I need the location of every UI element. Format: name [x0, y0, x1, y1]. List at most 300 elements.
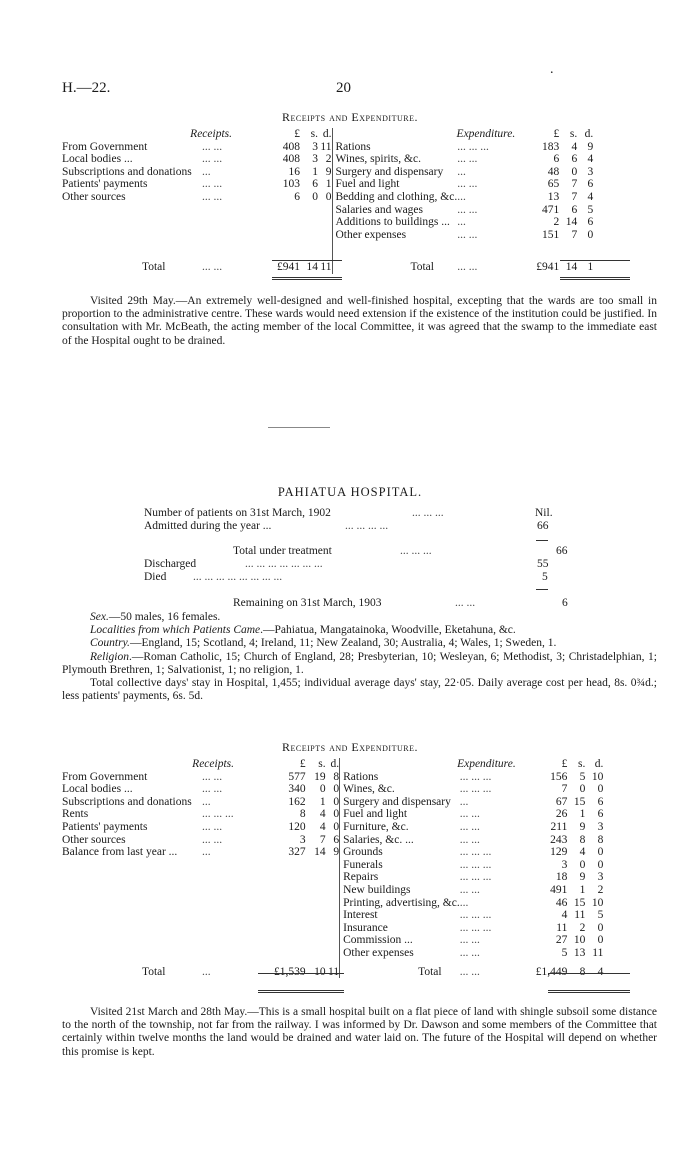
- stat-dash-1: [536, 540, 548, 541]
- expenditure-label: Wines, &c.: [340, 783, 460, 796]
- currency-head-shillings: s.: [318, 758, 326, 770]
- expenditure-pounds: 13: [547, 190, 560, 203]
- stat-admitted-value: 66: [537, 520, 549, 532]
- receipts-total-dots: ... ...: [202, 261, 223, 274]
- sex-head: Sex.: [90, 611, 109, 623]
- empty-cell: [306, 884, 326, 897]
- expenditure-label: Insurance: [340, 922, 460, 935]
- empty-cell: [274, 884, 306, 897]
- religion-line: [62, 651, 657, 677]
- receipt-dots: ... ...: [202, 140, 223, 153]
- expenditure-pounds: 6: [553, 153, 560, 166]
- receipt-dots: ... ...: [202, 770, 223, 783]
- expenditure-shillings: 14: [565, 216, 578, 229]
- receipt-pounds: 327: [288, 846, 306, 859]
- expenditure-pence: 6: [587, 216, 594, 229]
- empty-cell: [202, 897, 274, 910]
- empty-cell: [274, 934, 306, 947]
- receipt-pounds: 3: [299, 833, 306, 846]
- receipt-shillings: 1: [312, 165, 318, 178]
- receipt-label: Patients' payments: [62, 820, 148, 833]
- expenditure-shillings: 1: [579, 808, 586, 821]
- empty-cell: [62, 897, 202, 910]
- receipts-expenditure-title-2: Receipts and Expenditure.: [282, 740, 418, 754]
- expenditure-dots: ...: [459, 896, 469, 909]
- empty-cell: [62, 871, 202, 884]
- receipt-dots: ... ...: [202, 783, 223, 796]
- expenditure-pence: 0: [597, 783, 604, 796]
- sex-line: [62, 611, 657, 624]
- stat-patients-value: Nil.: [535, 507, 553, 519]
- expenditure-pence: 4: [587, 190, 594, 203]
- receipt-dots: ... ... ...: [202, 808, 234, 821]
- receipt-pounds: 103: [282, 178, 300, 191]
- hospital-title: PAHIATUA HOSPITAL.: [277, 485, 423, 499]
- empty-cell: [202, 859, 274, 872]
- receipt-dots: ... ...: [202, 178, 223, 191]
- receipts-total-pence: 11: [328, 965, 340, 978]
- expenditure-pence: 6: [597, 808, 604, 821]
- table-row: [62, 871, 603, 884]
- receipts-heading: Receipts.: [192, 758, 234, 770]
- currency-head-pounds: £: [299, 758, 306, 770]
- expenditure-dots: ... ... ...: [459, 846, 492, 859]
- table-row: [62, 834, 603, 847]
- empty-cell: [202, 884, 274, 897]
- expenditure-dots: ... ...: [459, 820, 480, 833]
- empty-cell: [274, 871, 306, 884]
- empty-cell: [326, 947, 340, 960]
- expenditure-dots: ... ... ...: [459, 858, 492, 871]
- empty-cell: [326, 859, 340, 872]
- receipt-pounds: 162: [288, 795, 306, 808]
- receipts-total-shillings: 14: [306, 261, 318, 274]
- receipts-total-pence: 11: [320, 261, 332, 274]
- empty-cell: [274, 859, 306, 872]
- expenditure-pence: 0: [597, 921, 604, 934]
- expenditure-pence: 10: [591, 770, 604, 783]
- receipt-pence: 6: [333, 833, 340, 846]
- empty-cell: [202, 922, 274, 935]
- expenditure-heading: Expenditure.: [332, 128, 535, 141]
- receipt-label: Rents: [62, 808, 89, 821]
- expenditure-label: Other expenses: [332, 229, 457, 242]
- empty-cell: [326, 897, 340, 910]
- empty-cell: [274, 947, 306, 960]
- expenditure-dots: ... ... ...: [459, 783, 492, 796]
- empty-cell: [306, 947, 326, 960]
- receipt-shillings: 7: [319, 833, 326, 846]
- expenditure-pence: 9: [587, 140, 594, 153]
- receipt-pounds: 8: [299, 808, 306, 821]
- receipt-pence: 0: [333, 795, 340, 808]
- stat-remaining-label: Remaining on 31st March, 1903: [233, 597, 382, 609]
- expenditure-pence: 0: [597, 846, 604, 859]
- receipt-shillings: 4: [319, 808, 326, 821]
- totals-row: [62, 966, 603, 979]
- financial-table-2: [62, 758, 603, 978]
- table-row: [62, 796, 603, 809]
- receipt-shillings: 14: [314, 846, 326, 859]
- expenditure-dots: ...: [457, 216, 466, 229]
- empty-cell: [326, 871, 340, 884]
- empty-cell: [306, 859, 326, 872]
- stat-admitted-dots: ... ... ... ...: [345, 520, 389, 532]
- expenditure-shillings: 13: [573, 946, 586, 959]
- expenditure-pence: 0: [597, 934, 604, 947]
- expenditure-pounds: 26: [555, 808, 568, 821]
- expenditure-pence: 11: [592, 946, 604, 959]
- expenditure-pounds: 5: [561, 946, 568, 959]
- expenditure-shillings: 9: [579, 871, 586, 884]
- expenditure-shillings: 15: [573, 795, 586, 808]
- empty-cell: [306, 934, 326, 947]
- receipt-pence: 11: [320, 140, 332, 153]
- empty-cell: [62, 922, 202, 935]
- margin-dot: .: [550, 62, 554, 77]
- expenditure-shillings: 7: [571, 178, 578, 191]
- expenditure-label: Wines, spirits, &c.: [332, 153, 457, 166]
- expenditure-pounds: 151: [541, 228, 560, 241]
- stat-admitted-label: Admitted during the year ...: [144, 520, 272, 532]
- religion-head: Religion: [90, 650, 129, 663]
- expenditure-total-label: Total: [340, 966, 460, 979]
- expenditure-label: Fuel and light: [340, 808, 460, 821]
- currency-head-pence: d.: [330, 758, 340, 770]
- expenditure-pounds: 11: [556, 921, 568, 934]
- table-row: [62, 884, 603, 897]
- stat-patients-dots: ... ... ...: [412, 507, 444, 519]
- table-row: [62, 859, 603, 872]
- expenditure-pence: 6: [597, 795, 604, 808]
- expenditure-total-double-rule-2: [548, 990, 630, 993]
- receipt-pounds: 408: [282, 140, 300, 153]
- table-row: [62, 821, 603, 834]
- empty-cell: [274, 897, 306, 910]
- expenditure-shillings: 11: [574, 909, 586, 922]
- expenditure-pounds: 46: [555, 896, 568, 909]
- visit-text-2: Visited 21st March and 28th May.—This is a small hospital built on a flat piece of land with shingle subsoil some distance to the north of the township, not far from the railway. I was informed by Dr. Dawson and some members of the Committee that certainly within twelve months the land would be drained and water laid on. The future of the Hospital will depend on whether this promise is kept.: [62, 1006, 657, 1058]
- expenditure-label: New buildings: [340, 884, 460, 897]
- expenditure-pounds: 27: [555, 934, 568, 947]
- empty-cell: [306, 922, 326, 935]
- receipt-shillings: 19: [314, 770, 326, 783]
- localities-line: [62, 624, 657, 637]
- table-row: [62, 808, 603, 821]
- expenditure-total-shillings: 8: [579, 965, 586, 978]
- expenditure-label: Surgery and dispensary: [340, 796, 460, 809]
- expenditure-dots: ... ...: [457, 178, 478, 191]
- stat-dash-2: [536, 589, 548, 590]
- expenditure-dots: ...: [457, 165, 466, 178]
- table-heading-row: [62, 758, 603, 771]
- receipt-label: Other sources: [62, 190, 126, 203]
- visit-paragraph-2: [62, 1006, 657, 1059]
- stat-total-value: 66: [556, 545, 568, 557]
- expenditure-dots: ... ... ...: [459, 770, 492, 783]
- expenditure-total-pence: 4: [597, 965, 604, 978]
- expenditure-label: Other expenses: [340, 947, 460, 960]
- stat-patients-label: Number of patients on 31st March, 1902: [144, 507, 331, 519]
- receipt-dots: ... ...: [202, 190, 223, 203]
- empty-cell: [326, 884, 340, 897]
- visit-text-1: Visited 29th May.—An extremely well-designed and well-finished hospital, excepting that the wards are too small in proportion to the administrative centre. These wards would need extension if the existence of the institution could be justified. In consultation with Mr. McBeath, the acting member of the local Committee, it was agreed that the swamp to the immediate east of the Hospital ought to be drained.: [62, 295, 657, 347]
- expenditure-total-pounds: £941: [536, 261, 560, 274]
- expenditure-label: Salaries, &c. ...: [340, 834, 460, 847]
- expenditure-pence: 4: [587, 153, 594, 166]
- table-row: [62, 783, 603, 796]
- receipt-shillings: 3: [312, 140, 318, 153]
- currency-head-shillings: s.: [569, 128, 578, 140]
- empty-cell: [306, 871, 326, 884]
- expenditure-label: Salaries and wages: [332, 204, 457, 217]
- expenditure-label: Furniture, &c.: [340, 821, 460, 834]
- stat-discharged-dots: ... ... ... ... ... ... ...: [245, 558, 323, 570]
- stat-died-label: Died: [144, 571, 167, 583]
- receipt-label: Balance from last year ...: [62, 846, 178, 859]
- expenditure-pounds: 243: [550, 833, 568, 846]
- receipts-total-double-rule-2: [258, 990, 344, 993]
- receipt-label: Patients' payments: [62, 178, 148, 191]
- expenditure-shillings: 6: [571, 153, 578, 166]
- receipts-total-pounds: £941: [277, 261, 300, 274]
- receipts-total-label: Total: [142, 261, 166, 274]
- receipts-total-pounds: £1,539: [274, 965, 306, 978]
- table-row: [62, 947, 603, 960]
- receipt-pence: 0: [333, 808, 340, 821]
- receipts-total-dots: ...: [202, 965, 211, 978]
- receipt-pounds: 6: [294, 190, 300, 203]
- empty-cell: [202, 947, 274, 960]
- expenditure-pounds: 4: [561, 909, 568, 922]
- expenditure-pence: 3: [597, 820, 604, 833]
- currency-head-pence: d.: [594, 758, 604, 770]
- receipt-label: Subscriptions and donations: [62, 165, 192, 178]
- expenditure-shillings: 0: [579, 858, 586, 871]
- receipt-pence: 0: [333, 820, 340, 833]
- expenditure-total-rule-2: [548, 973, 630, 974]
- expenditure-dots: ... ... ...: [459, 871, 492, 884]
- expenditure-pounds: 48: [547, 165, 560, 178]
- sex-text: —50 males, 16 females.: [108, 611, 221, 623]
- expenditure-total-pence: 1: [587, 261, 594, 274]
- receipt-pounds: 340: [288, 783, 306, 796]
- receipt-label: From Government: [62, 140, 148, 153]
- receipt-shillings: 3: [312, 153, 318, 166]
- expenditure-heading: Expenditure.: [340, 758, 536, 771]
- receipt-dots: ...: [202, 795, 211, 808]
- receipt-pence: 1: [325, 178, 332, 191]
- expenditure-label: Additions to buildings ...: [332, 216, 457, 229]
- expenditure-shillings: 4: [571, 140, 578, 153]
- expenditure-label: Bedding and clothing, &c.: [332, 191, 457, 204]
- expenditure-pence: 10: [591, 896, 604, 909]
- expenditure-dots: ... ...: [457, 203, 478, 216]
- expenditure-total-shillings: 14: [565, 261, 578, 274]
- localities-head: Localities from which Patients Came: [90, 624, 261, 637]
- expenditure-label: Rations: [340, 771, 460, 784]
- expenditure-label: Fuel and light: [332, 178, 457, 191]
- stat-remaining-dots: ... ...: [455, 597, 476, 609]
- receipt-shillings: 1: [319, 795, 326, 808]
- expenditure-dots: ... ...: [457, 228, 478, 241]
- receipt-pence: 9: [325, 165, 332, 178]
- expenditure-total-pounds: £1,449: [535, 965, 568, 978]
- receipt-shillings: 6: [312, 178, 318, 191]
- table-row: [62, 934, 603, 947]
- empty-cell: [202, 909, 274, 922]
- expenditure-pounds: 491: [550, 883, 568, 896]
- expenditure-pounds: 183: [541, 140, 560, 153]
- receipts-expenditure-title-1: Receipts and Expenditure.: [282, 110, 418, 124]
- demographics-text: [62, 611, 657, 703]
- expenditure-label: Repairs: [340, 871, 460, 884]
- receipt-pence: 2: [325, 153, 332, 166]
- receipt-dots: ... ...: [202, 833, 223, 846]
- empty-cell: [326, 934, 340, 947]
- expenditure-pence: 0: [587, 228, 594, 241]
- expenditure-shillings: 10: [573, 934, 586, 947]
- expenditure-total-label: Total: [332, 261, 457, 274]
- expenditure-dots: ... ...: [459, 934, 480, 947]
- expenditure-shillings: 0: [571, 165, 578, 178]
- country-head: Country.: [90, 637, 130, 650]
- empty-cell: [62, 934, 202, 947]
- expenditure-label: Funerals: [340, 859, 460, 872]
- expenditure-dots: ... ...: [459, 946, 480, 959]
- table-row: [62, 897, 603, 910]
- expenditure-dots: ... ... ...: [459, 921, 492, 934]
- empty-cell: [62, 909, 202, 922]
- expenditure-label: Surgery and dispensary: [332, 166, 457, 179]
- expenditure-shillings: 7: [571, 228, 578, 241]
- stat-died-dots: ... ... ... ... ... ... ... ...: [193, 571, 283, 583]
- expenditure-pence: 6: [587, 178, 594, 191]
- receipts-total-shillings: 10: [314, 965, 326, 978]
- country-line: [62, 637, 657, 650]
- table-row: [62, 771, 603, 784]
- receipts-total-label: Total: [142, 965, 166, 978]
- empty-cell: [274, 909, 306, 922]
- expenditure-shillings: 1: [579, 883, 586, 896]
- receipt-pence: 0: [325, 190, 332, 203]
- receipts-heading: Receipts.: [190, 128, 232, 140]
- country-text: —England, 15; Scotland, 4; Ireland, 11; New Zealand, 30; Australia, 4; Wales, 1; Sweden, 1.: [129, 637, 557, 650]
- expenditure-pounds: 211: [550, 820, 568, 833]
- currency-head-pounds: £: [561, 758, 568, 770]
- expenditure-pence: 5: [597, 909, 604, 922]
- receipt-dots: ... ...: [202, 820, 223, 833]
- expenditure-label: Rations: [332, 141, 457, 154]
- expenditure-pounds: 156: [550, 770, 568, 783]
- empty-cell: [306, 909, 326, 922]
- receipt-shillings: 0: [312, 190, 318, 203]
- receipt-label: Local bodies ...: [62, 783, 133, 796]
- expenditure-shillings: 2: [579, 921, 586, 934]
- page-number: 20: [336, 80, 351, 96]
- receipt-shillings: 0: [319, 783, 326, 796]
- stat-remaining-value: 6: [562, 597, 568, 609]
- stat-total-label: Total under treatment: [233, 545, 332, 557]
- religion-text: .—Roman Catholic, 15; Church of England, 28; Presbyterian, 10; Wesleyan, 6; Methodist, 3; Christadelphian, 1; Plymouth Brethren, 1; Salvationist, 1; no religion, 1.: [62, 650, 657, 676]
- receipt-pence: 8: [333, 770, 340, 783]
- expenditure-pence: 8: [597, 833, 604, 846]
- expenditure-dots: ... ... ...: [457, 140, 489, 153]
- expenditure-shillings: 9: [579, 820, 586, 833]
- receipt-pence: 0: [333, 783, 340, 796]
- expenditure-shillings: 0: [579, 783, 586, 796]
- stat-discharged-value: 55: [537, 558, 549, 570]
- empty-cell: [306, 897, 326, 910]
- expenditure-dots: ...: [459, 795, 469, 808]
- expenditure-pounds: 65: [547, 178, 560, 191]
- empty-cell: [62, 859, 202, 872]
- expenditure-total-dots: ... ...: [457, 261, 478, 274]
- receipt-pence: 9: [333, 846, 340, 859]
- empty-cell: [274, 922, 306, 935]
- receipt-shillings: 4: [319, 820, 326, 833]
- currency-head-pence: d.: [322, 128, 332, 140]
- expenditure-dots: ... ... ...: [459, 909, 492, 922]
- empty-cell: [202, 871, 274, 884]
- receipt-dots: ...: [202, 846, 211, 859]
- receipts-total-rule-2: [258, 973, 344, 974]
- receipt-dots: ... ...: [202, 153, 223, 166]
- expenditure-dots: ... ...: [459, 883, 480, 896]
- expenditure-pounds: 129: [550, 846, 568, 859]
- empty-cell: [326, 909, 340, 922]
- stat-total-dots: ... ... ...: [400, 545, 432, 557]
- expenditure-pounds: 7: [561, 783, 568, 796]
- page-reference: H.—22.: [62, 80, 111, 96]
- expenditure-label: Commission ...: [340, 934, 460, 947]
- expenditure-pounds: 2: [553, 216, 560, 229]
- receipt-label: Local bodies ...: [62, 153, 133, 166]
- receipt-pounds: 408: [282, 153, 300, 166]
- receipt-pounds: 16: [288, 165, 300, 178]
- currency-head-shillings: s.: [577, 758, 586, 770]
- stat-died-value: 5: [542, 571, 548, 583]
- table-row: [62, 909, 603, 922]
- stat-discharged-label: Discharged: [144, 558, 197, 570]
- empty-cell: [326, 922, 340, 935]
- expenditure-pounds: 3: [561, 858, 568, 871]
- expenditure-total-dots: ... ...: [459, 965, 480, 978]
- expenditure-shillings: 4: [579, 846, 586, 859]
- expenditure-label: Interest: [340, 909, 460, 922]
- expenditure-shillings: 6: [571, 203, 578, 216]
- currency-head-pounds: £: [294, 128, 300, 140]
- empty-cell: [202, 934, 274, 947]
- empty-cell: [62, 947, 202, 960]
- expenditure-dots: ... ...: [457, 153, 478, 166]
- expenditure-pounds: 471: [541, 203, 560, 216]
- currency-head-pence: d.: [584, 128, 594, 140]
- currency-head-pounds: £: [553, 128, 560, 140]
- stay-line: Total collective days' stay in Hospital, 1,455; individual average days' stay, 22·05. Daily average cost per head, 8s. 0¾d.; less patients' payments, 6s. 5d.: [62, 677, 657, 703]
- empty-cell: [62, 884, 202, 897]
- expenditure-dots: ... ...: [459, 808, 480, 821]
- expenditure-shillings: 5: [579, 770, 586, 783]
- receipt-pounds: 577: [288, 770, 306, 783]
- expenditure-dots: ...: [457, 190, 466, 203]
- expenditure-label: Grounds: [340, 846, 460, 859]
- expenditure-pounds: 67: [555, 795, 568, 808]
- receipt-label: Other sources: [62, 833, 126, 846]
- receipt-pounds: 120: [288, 820, 306, 833]
- receipt-label: Subscriptions and donations: [62, 795, 192, 808]
- expenditure-label: Printing, advertising, &c.: [340, 897, 460, 910]
